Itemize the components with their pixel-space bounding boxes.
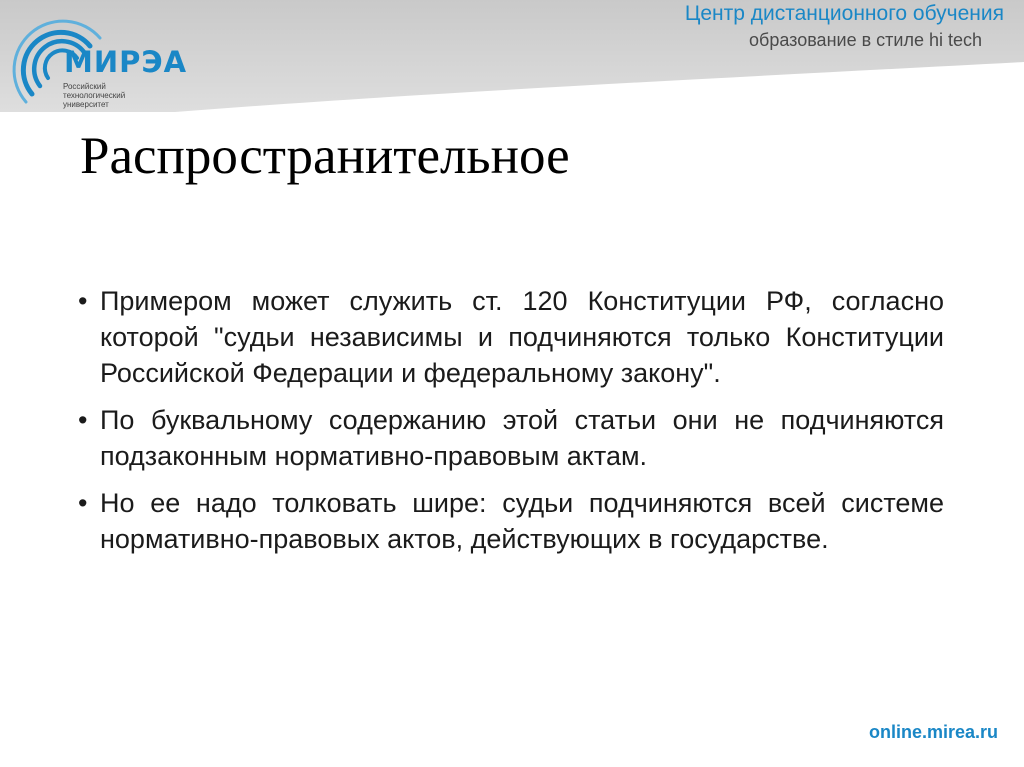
bullet-marker: • <box>78 286 88 316</box>
logo-subtitle-line: Российский <box>63 82 106 91</box>
bullet-text: По буквальному содержанию этой статьи они не подчиняются подзаконным нормативно-правовым актам. <box>100 405 944 471</box>
logo-subtitle-line: технологический <box>63 91 126 100</box>
logo-name: МИРЭА <box>64 45 188 79</box>
bullet-item <box>78 485 944 557</box>
logo-subtitle <box>63 82 125 109</box>
bullet-text: Примером может служить ст. 120 Конституции РФ, согласно которой "судьи независимы и подчиняются только Конституции Российской Федерации и федеральному закону". <box>100 286 944 388</box>
bullet-item <box>78 402 944 474</box>
slide-title: Распространительное <box>80 127 570 185</box>
logo-subtitle-line: университет <box>63 100 109 109</box>
footer-url[interactable]: online.mirea.ru <box>868 722 998 742</box>
bullet-text: Но ее надо толковать шире: судьи подчиняются всей системе нормативно-правовых актов, действующих в государстве. <box>100 488 944 554</box>
center-title: Центр дистанционного обучения <box>684 2 1004 25</box>
bullet-item <box>78 283 944 391</box>
bullet-marker: • <box>78 405 88 435</box>
mirea-logo <box>4 4 188 112</box>
center-tagline: образование в стиле hi tech <box>749 30 982 50</box>
bullet-marker: • <box>78 488 88 518</box>
bullet-list <box>78 283 944 568</box>
